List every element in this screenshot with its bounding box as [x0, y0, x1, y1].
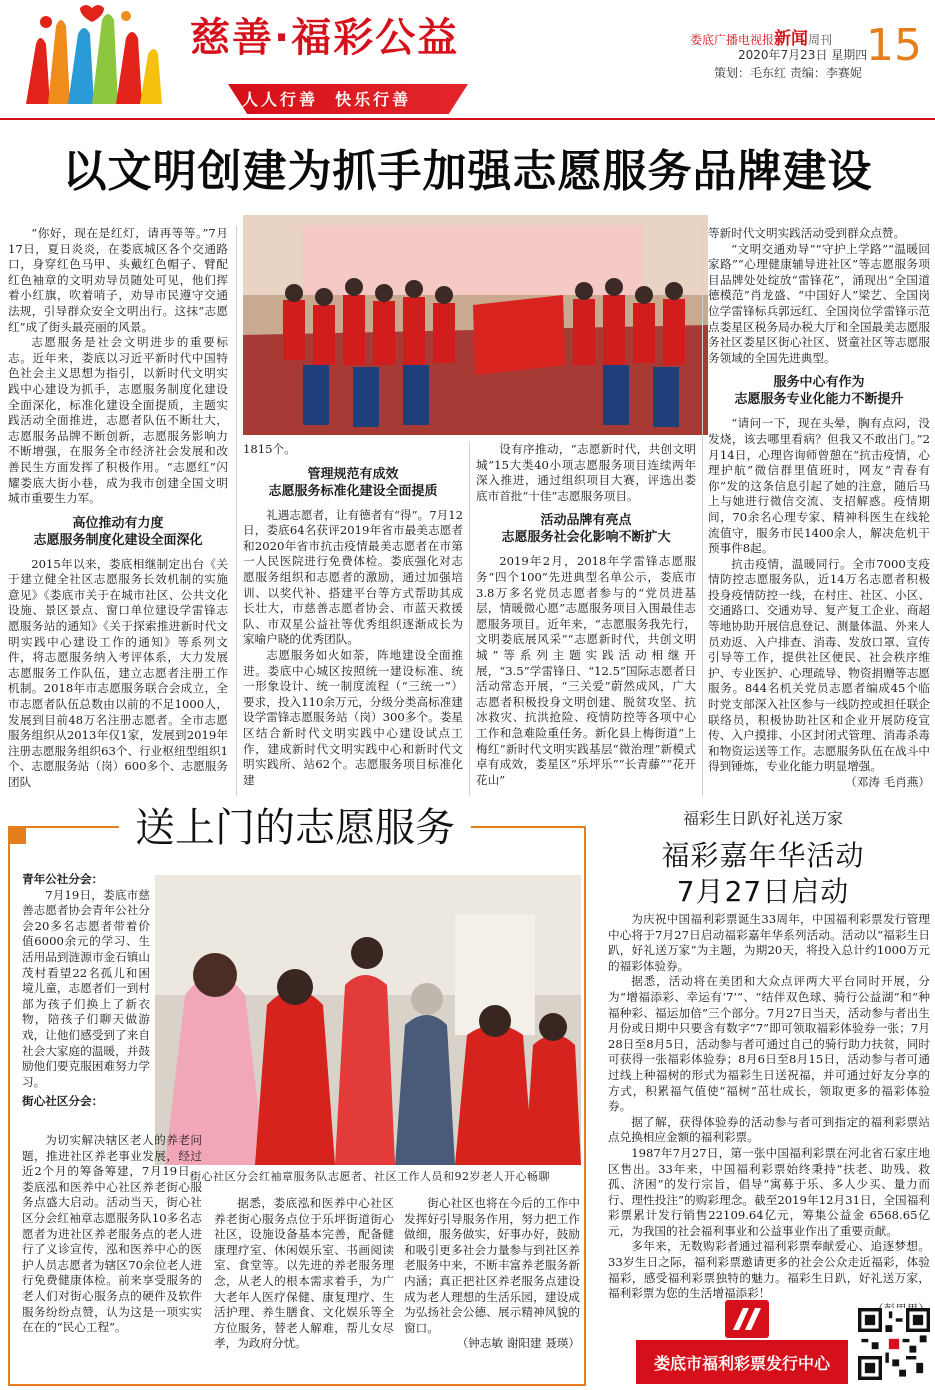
article-paragraph: “请问一下，现在头晕，胸有点闷，没发烧，该去哪里看病？但我又不敢出门。”2月14日，心理咨询师曾憩在“抗击疫情，心理护航”微信群里值班时，网友“青春有你”发的这条信息引起了她的注意，随后马上与她进行微信交流、支招解惑。疫情期间，70余名心理专家、精神科医生在线轮流值守，服务市民1400余人，解决危机干预事件8起。 — [708, 416, 930, 556]
article-paragraph: 设有序推动，“志愿新时代，共创文明城”15大类40小项志愿服务项目连续两年深入推进，通过组织项目大赛，评选出娄底市首批“十佳”志愿服务项目。 — [476, 442, 696, 503]
charity-hands-logo — [6, 4, 176, 104]
box-column-1-cont — [22, 1133, 202, 1379]
article-paragraph: 1815个。 — [243, 442, 296, 456]
elderly-visit-photo — [155, 875, 581, 1165]
volunteer-group-photo — [243, 215, 708, 435]
lottery-column — [608, 912, 930, 1300]
main-headline: 以文明创建为抓手加强志愿服务品牌建设 — [62, 146, 873, 197]
subhead-2: 管理规范有成效 志愿服务标准化建设全面提质 — [268, 466, 438, 499]
header-rule — [0, 118, 935, 120]
paper-name-main: 新闻 — [774, 29, 809, 49]
article-paragraph: 2019年2月，2018年学雷锋志愿服务“四个100”先进典型名单公示，娄底市3.8万多名党员志愿者参与的“党员进基层，情暖微心愿”志愿服务项目入围最佳志愿服务项目。近年来，“志愿服务我先行，文明娄底展风采”“志愿新时代，共创文明城”等系列主题实践活动相继开展，“3.5”学雷锋日、“12.5”国际志愿者日活动常态开展，“三关爱”蔚然成风，广大志愿者积极投身文明创建、脱贫攻坚、抗冰救灾、抗洪抢险、疫情防控等各项中心工作和急难险重任务。新化县上梅街道“上梅红”新时代文明实践基层“微治理”新模式卓有成效，娄星区“乐坪乐”“长青藤”“花开花山” — [476, 554, 696, 787]
slogan: 人人行善 快乐行善 — [242, 90, 412, 109]
footer-organization: 娄底市福利彩票发行中心 — [653, 1354, 830, 1373]
article-column-2 — [243, 442, 463, 796]
subhead-1: 高位推动有力度 志愿服务制度化建设全面深化 — [33, 515, 203, 548]
article-paragraph: 志愿服务是社会文明进步的重要标志。近年来，娄底以习近平新时代中国特色社会主义思想为指引，以新时代文明实践中心建设为抓手，志愿服务制度化建设全面深化，标准化建设全面提质，主题实践活动全面推进，志愿者队伍不断壮大，志愿服务品牌不断创新，志愿服务影响力不断增强，在服务全市经济社会发展和改善民生方面发挥了积极作用。“志愿红”闪耀娄底大街小巷，成为我市创建全国文明城市重要生力军。 — [8, 335, 228, 506]
article-column-1 — [8, 226, 228, 796]
paper-name-suffix: 周刊 — [808, 33, 833, 47]
article-paragraph: 抗击疫情，温暖同行。全市7000支疫情防控志愿服务队，近14万名志愿者积极投身疫情防控一线，在村庄、社区、小区、交通路口、交通劝导、复产复工企业、商超等地协助开展信息登记、测量体温、外来人员劝返、入户排查、消毒、发放口罩、宣传引导等工作，提供社区便民、社会秩序维护、专业医护、心理疏导、物资捐赠等志愿服务。844名机关党员志愿者编成45个临时党支部深入社区参与一线防控或担任联企联络员，积极协助社区和企业开展防疫宣传、入户摸排、小区封闭式管理、消毒杀毒和物资运送等工作。志愿服务队伍在战斗中得到锤炼，专业化能力明显增强。 — [708, 556, 930, 774]
column-divider — [469, 442, 470, 796]
lottery-paragraph: 据悉，活动将在美团和大众点评两大平台同时开展，分为“增福添彩、幸运有‘7’”、“结伴双色球、骑行公益湖”和“种福种彩、福运加倍”三个部分。7月27日当天，活动参与者出生月份或日期中只要含有数字“7”即可领取福彩体验券一张；7月28日至8月5日，活动参与者可通过自己的骑行助力扶贫，同时可获得一张福彩体验券；8月6日至8月15日，活动参与者可通过线上种福树的形式为福彩生日送祝福，并可通过好友分享的方式，积累福气值使“福树”茁壮成长，领取更多的福彩体验券。 — [608, 974, 930, 1114]
article-paragraph: “文明交通劝导”“守护上学路”“温暖回家路”“心理健康辅导进社区”等志愿服务项目品牌处处绽放“雷锋花”，涌现出“全国道德模范”肖龙盛、“中国好人”梁艺、全国岗位学雷锋标兵郭远红、全国岗位学雷锋示范点娄星区税务局办税大厅和全国最美志愿服务社区娄星区街心社区、贤童社区等志愿服务领域的全国先进典型。 — [708, 241, 930, 365]
lottery-kicker: 福彩生日趴好礼送万家 — [682, 809, 843, 828]
lottery-paragraph: 据了解，获得体验券的活动参与者可到指定的福利彩票站点兑换相应金额的福利彩票。 — [608, 1114, 930, 1145]
article-column-3 — [476, 442, 696, 796]
box-title — [0, 800, 590, 856]
box-paragraph: 据悉，娄底泓和医养中心社区养老街心服务点位于乐坪街道街心社区，设施设备基本完善，配备健康理疗室、休闲娱乐室、书画阅读室、食堂等。以先进的养老服务理念，从老人的根本需求着手，为广大老年人医疗保健、康复理疗、生活护理、养生膳食、文化娱乐等全方位服务，替老人解难，帮儿女尽孝，为政府分忧。 — [214, 1196, 394, 1351]
box-paragraph: 街心社区也将在今后的工作中发挥好引导服务作用，努力把工作做细，服务做实，好事办好，鼓励和吸引更多社会力量参与到社区养老服务中来，不断丰富养老服务新内涵；真正把社区养老服务点建设成为老人理想的生活乐园，建设成为弘扬社会公德、展示精神风貌的窗口。 — [404, 1196, 580, 1335]
qr-code-icon[interactable] — [858, 1308, 930, 1380]
box-paragraph: 7月19日，娄底市慈善志愿者协会青年公社分会20多名志愿者带着价值6000余元的学习、生活用品到涟源市金石镇山茂村看望22名孤儿和困境儿童，志愿者们一到村部为孩子们换上了新衣物，陪孩子们聊天做游戏，让他们感受到了来自社会大家庭的温暖，并鼓励他们要克服困难努力学习。 — [22, 887, 150, 1089]
box-column-3 — [214, 1196, 394, 1380]
page-number: 15 — [866, 20, 922, 71]
lottery-paragraph: 1987年7月27日，第一张中国福利彩票在河北省石家庄地区售出。33年来，中国福利彩票始终秉持“扶老、助残、救孤、济困”的发行宗旨，倡导“寓募于乐、多人少买、量力而行、理性投注”的购彩理念。截至2019年12月31日，全国福利彩票累计发行销售22109.64亿元，筹集公益金 6568.65亿元，为我国的社会福利事业和公益事业作出了重要贡献。 — [608, 1145, 930, 1238]
lottery-paragraph: 多年来，无数购彩者通过福利彩票奉献爱心、追逐梦想。33岁生日之际，福利彩票邀请更多的社会公众走近福彩，体验福彩，感受福利彩票独特的魅力。福彩生日趴，好礼送万家，福利彩票为您的生活增福添彩！ — [608, 1239, 930, 1301]
article-paragraph: 礼遇志愿者，让有德者有“得”。7月12日，娄底64名获评2019年省市最美志愿者和2020年省市抗击疫情最美志愿者在市第一人民医院进行免费体检。娄底强化对志愿服务组织和志愿者的激励，通过加强培训、以奖代补、搭建平台等方式帮助其成长壮大，市慈善志愿者协会、市蓝天救援队、市双星公益社等优秀组织逐渐成长为家喻户晓的优秀团队。 — [243, 507, 463, 647]
article-byline: （邓涛 毛肖燕） — [845, 775, 930, 789]
article-column-4 — [708, 226, 930, 796]
photo-caption: 街心社区分会红袖章服务队志愿者、社区工作人员和92岁老人开心畅聊 — [190, 1170, 550, 1183]
editors: 策划：毛东红 责编：李赛妮 — [714, 66, 862, 80]
article-paragraph: 2015年以来，娄底相继制定出台《关于建立健全社区志愿服务长效机制的实施意见》《娄底市关于在城市社区、公共文化设施、景区景点、窗口单位建设学雷锋志愿服务站的通知》《关于探索推进新时代文明实践中心建设工作的通知》等系列文件，将志愿服务纳入考评体系，大力发展志愿服务工作队伍，建立志愿者注册工作机制。2018年市志愿服务联合会成立，全市志愿者队伍总数由以前的不足1000人，发展到目前48万名注册志愿者。全市志愿服务组织从2013年仅1家，发展到2019年注册志愿服务组织63个、行业枢纽型组织1个、志愿服务站（岗）600多个、志愿服务团队 — [8, 556, 228, 789]
box-title-text: 送上门的志愿服务 — [119, 805, 471, 851]
article-paragraph: 等新时代文明实践活动受到群众点赞。 — [708, 226, 906, 240]
lottery-title-line-2: 7月27日启动 — [676, 875, 850, 908]
box-paragraph: 为切实解决辖区老人的养老问题，推进社区养老事业发展，经过近2个月的筹备筹建，7月19日，娄底泓和医养中心社区养老街心服务点盛大启动。活动当天，街心社区分会红袖章志愿服务队10多名志愿者为进社区养老服务点的老人进行了义诊宣传，泓和医养中心的医护人员志愿者为辖区70余位老人进行免费健康体检。前来享受服务的老人们对街心服务点的硬件及软件服务纷纷点赞，认为这是一项实实在在的“民心工程”。 — [22, 1133, 202, 1335]
column-divider — [236, 226, 237, 796]
issue-date: 2020年7月23日 星期四 — [738, 48, 868, 62]
box-label-1: 青年公社分会： — [22, 872, 104, 886]
subhead-4: 服务中心有作为 志愿服务专业化能力不断提升 — [734, 375, 904, 408]
box-label-2: 街心社区分会： — [22, 1094, 104, 1109]
box-column-4 — [404, 1196, 580, 1380]
box-byline: （钟志敏 谢阳建 聂瑛） — [456, 1336, 580, 1351]
lottery-title-line-1: 福彩嘉年华活动 — [661, 839, 865, 872]
section-title: 慈善·福彩公益 — [190, 15, 460, 61]
subhead-3: 活动品牌有亮点 志愿服务社会化影响不断扩大 — [501, 513, 671, 546]
welfare-lottery-logo-icon — [725, 1300, 769, 1338]
lottery-paragraph: 为庆祝中国福利彩票诞生33周年，中国福利彩票发行管理中心将于7月27日启动福彩嘉年华系列活动。活动以“福彩生日趴，好礼送万家”为主题，为期20天，将投入总计约1000万元的福彩体验券。 — [608, 912, 930, 973]
paper-name-prefix: 娄底广播电视报 — [690, 33, 775, 47]
article-paragraph: 志愿服务如火如荼，阵地建设全面推进。娄底中心城区按照统一建设标准、统一形象设计、统一制度流程（“三统一”）要求，投入110余万元，分级分类高标准建设学雷锋志愿服务站（岗）300多个。娄星区结合新时代文明实践中心建设试点工作，建成新时代文明实践中心和新时代文明实践所、站62个。志愿服务项目标准化建 — [243, 647, 463, 787]
column-divider — [702, 226, 703, 796]
article-paragraph: “你好，现在是红灯，请再等等。”7月17日，夏日炎炎，在娄底城区各个交通路口，身穿红色马甲、头戴红色帽子、臂配红色袖章的文明劝导员随处可见，他们挥着小红旗，吹着哨子，劝导市民遵守交通法规，引导群众安全文明出行。这抹“志愿红”成了街头最亮丽的风景。 — [8, 226, 228, 334]
